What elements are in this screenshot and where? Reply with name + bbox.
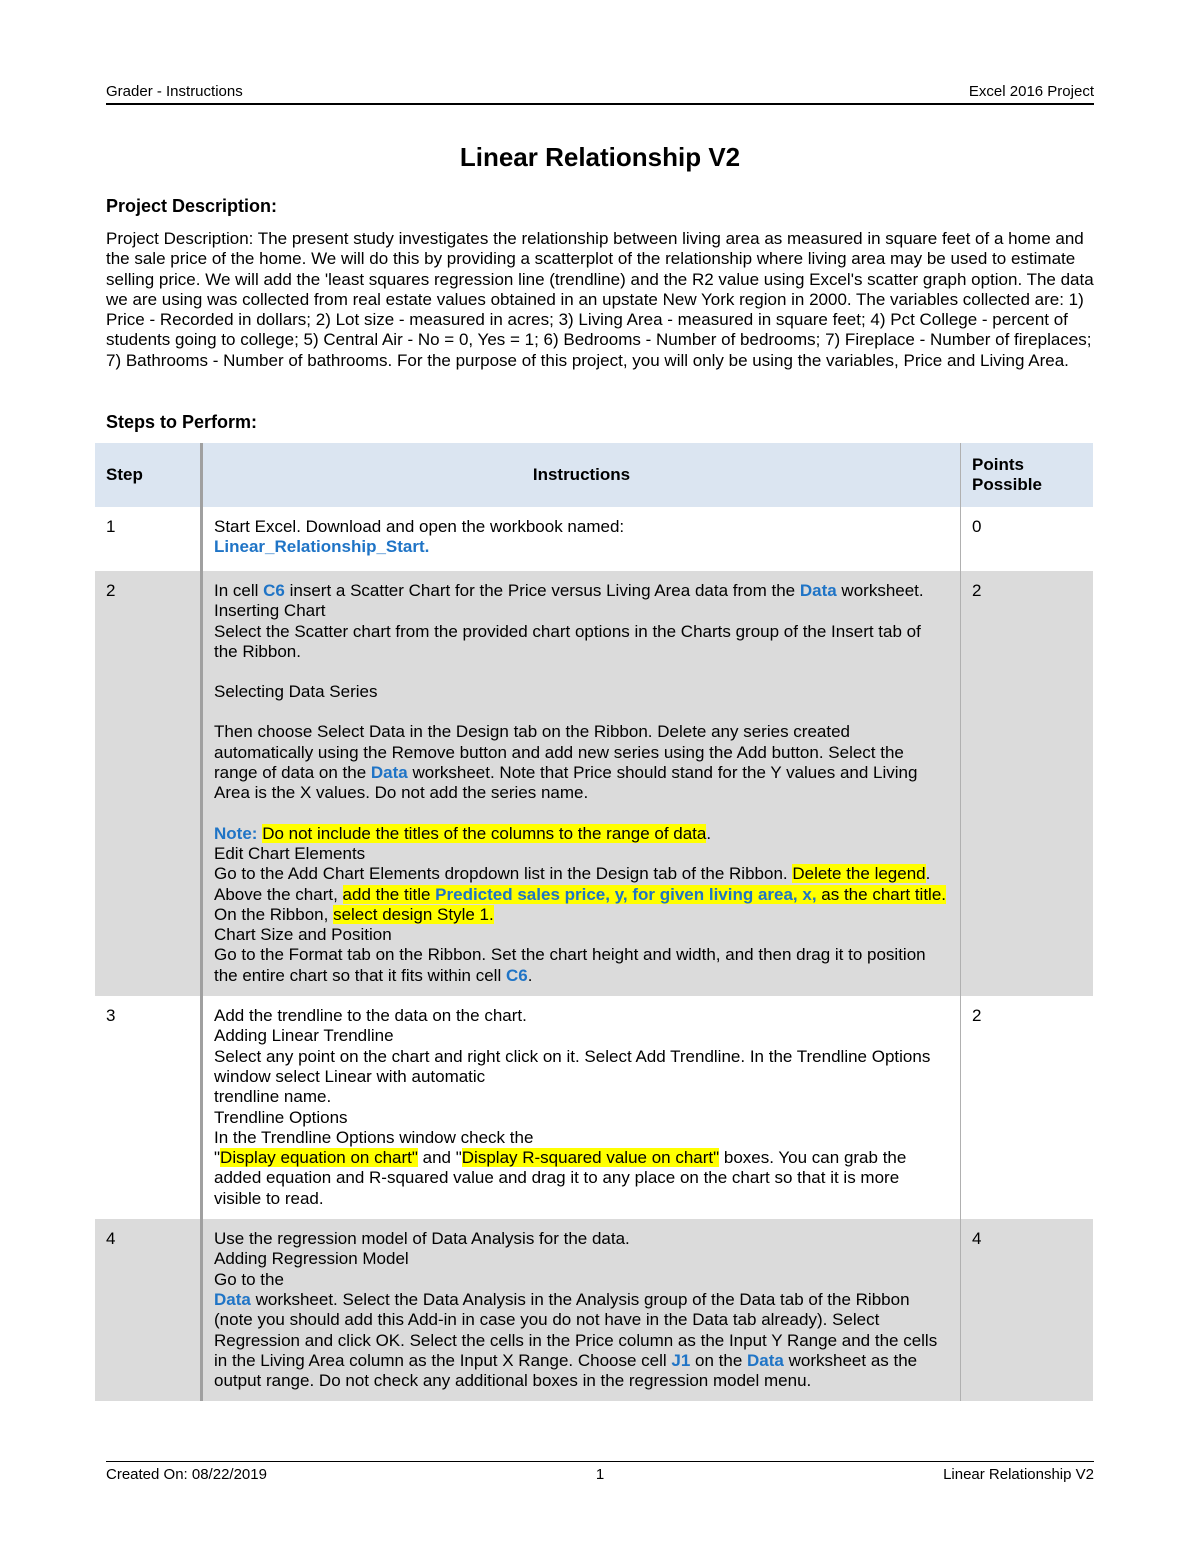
worksheet-ref: Data <box>370 763 408 783</box>
worksheet-ref: Data <box>747 1350 784 1370</box>
step-instructions <box>202 507 961 571</box>
cell-ref: C6 <box>505 965 528 985</box>
header-right: Excel 2016 Project <box>968 83 1094 100</box>
cell-ref: C6 <box>263 581 285 600</box>
instruction-line: Inserting Chart <box>214 601 326 621</box>
instruction-line <box>214 1290 949 1391</box>
text: worksheet. Select the Data Analysis in the Analysis group of the Data tab of the Ribbon (note you should add this Add-in in case you do not have in the Data tab already). Select Regression and click OK. Select the cells in the Price column as the Input Y Range and the cells in the Living Area column as the Input X Range. Choose cell <box>214 1289 938 1370</box>
instruction-line <box>214 864 949 925</box>
instruction-line <box>214 722 949 803</box>
worksheet-ref: Data <box>214 1289 251 1309</box>
worksheet-ref: Data <box>799 581 837 600</box>
table-header-row <box>95 443 1093 507</box>
highlight: select design Style 1. <box>333 904 494 924</box>
text: . Above the chart, <box>214 864 931 904</box>
highlight: as the chart title. <box>816 884 947 904</box>
text: . <box>706 823 712 843</box>
text: boxes. You can grab the added equation and R-squared value and drag it to any place on the chart so that it is more visible to read. <box>214 1148 907 1208</box>
text: worksheet. Note that Price should stand for the Y values and Living Area is the X values. Do not add the series name. <box>214 763 918 803</box>
instruction-line: In the Trendline Options window check the <box>214 1127 534 1147</box>
step-instructions <box>202 571 961 996</box>
table-row <box>95 1219 1093 1401</box>
step-number: 4 <box>95 1219 202 1401</box>
instruction-line: Use the regression model of Data Analysis for the data. <box>214 1229 630 1249</box>
highlight: Display R-squared value on chart" <box>461 1148 720 1168</box>
step-points: 2 <box>961 571 1094 996</box>
table-row <box>95 507 1093 571</box>
step-instructions <box>202 996 961 1219</box>
note-line <box>214 824 949 844</box>
instruction-line: Selecting Data Series <box>214 682 378 702</box>
step-number: 3 <box>95 996 202 1219</box>
page-number: 1 <box>595 1466 605 1483</box>
instruction-line: Select any point on the chart and right click on it. Select Add Trendline. In the Trendline Options window select Linear with automatic <box>214 1046 931 1086</box>
text: and " <box>417 1148 462 1168</box>
page-header <box>106 83 1094 105</box>
instruction-line: Start Excel. Download and open the workbook named: <box>214 517 625 536</box>
header-step: Step <box>95 443 202 507</box>
chart-title-ref: Predicted sales price, y, for given living area, x, <box>435 884 817 904</box>
highlight: Delete the legend <box>792 864 926 884</box>
instruction-line: Edit Chart Elements <box>214 843 366 863</box>
text: On the Ribbon, <box>214 904 334 924</box>
footer-right: Linear Relationship V2 <box>943 1466 1094 1483</box>
header-left: Grader - Instructions <box>106 83 243 100</box>
file-name: Linear_Relationship_Start. <box>214 537 430 557</box>
footer-left: Created On: 08/22/2019 <box>106 1466 267 1483</box>
instruction-line: Add the trendline to the data on the chart. <box>214 1006 527 1026</box>
text: In cell <box>214 581 264 600</box>
table-row <box>95 571 1093 996</box>
highlight: Display equation on chart" <box>220 1148 418 1168</box>
instruction-line: Chart Size and Position <box>214 925 392 945</box>
text: worksheet as the output range. Do not check any additional boxes in the regression model menu. <box>214 1350 918 1391</box>
highlight: Do not include the titles of the columns to the range of data <box>262 823 707 843</box>
step-points: 0 <box>972 517 982 536</box>
highlight: add the title <box>342 884 436 904</box>
text: Then choose Select Data in the Design tab on the Ribbon. Delete any series created automatically using the Remove button and add new series using the Add button. Select the range of data on the <box>214 722 904 783</box>
table-row <box>95 996 1093 1219</box>
description-heading: Project Description: <box>106 196 278 216</box>
instruction-line: trendline name. <box>214 1087 332 1107</box>
instruction-line <box>214 1148 949 1209</box>
instruction-line: Go to the <box>214 1269 284 1289</box>
step-instructions <box>202 1219 961 1401</box>
instruction-line: Adding Linear Trendline <box>214 1026 394 1046</box>
step-number: 2 <box>95 571 202 996</box>
text: on the <box>690 1350 748 1370</box>
instruction-line: Trendline Options <box>214 1107 348 1127</box>
description-text: Project Description: The present study investigates the relationship between living area as measured in square feet of a home and the sale price of the home. We will do this by providing a scatterplot of the relationship where living area may be used to estimate selling price. We will add the 'least squares regression line (trendline) and the R2 value using Excel's scatter graph option. The data we are using was collected from real estate values obtained in an upstate New York region in 2000. The variables collected are: 1) Price - Recorded in dollars; 2) Lot size - measured in acres; 3) Living Area - measured in square feet; 4) Pct College - percent of students going to college; 5) Central Air - No = 0, Yes = 1; 6) Bedrooms - Number of bedrooms; 7) Fireplace - Number of fireplaces; 7) Bathrooms - Number of bathrooms. For the purpose of this project, you will only be using the variables, Price and Living Area. <box>106 229 1094 370</box>
instruction-line: Adding Regression Model <box>214 1249 409 1269</box>
text: . <box>527 965 533 985</box>
step-number: 1 <box>95 507 202 571</box>
header-points: Points Possible <box>961 443 1094 507</box>
instruction-line: Select the Scatter chart from the provided chart options in the Charts group of the Insert tab of the Ribbon. <box>214 621 921 661</box>
note-label: Note: <box>214 823 258 843</box>
steps-heading: Steps to Perform: <box>106 412 258 432</box>
step-points: 4 <box>961 1219 1094 1401</box>
text: insert a Scatter Chart for the Price versus Living Area data from the <box>284 581 800 600</box>
step-points: 2 <box>972 1006 982 1026</box>
steps-table <box>95 443 1093 1401</box>
header-instructions: Instructions <box>202 443 961 507</box>
text: Go to the Add Chart Elements dropdown list in the Design tab of the Ribbon. <box>214 864 793 884</box>
page-footer <box>106 1461 1094 1483</box>
page-title: Linear Relationship V2 <box>459 142 741 172</box>
text: worksheet. <box>836 581 924 600</box>
instruction-line <box>214 581 949 601</box>
text: Go to the Format tab on the Ribbon. Set the chart height and width, and then drag it to position the entire chart so that it fits within cell <box>214 945 926 985</box>
text: " <box>214 1148 221 1168</box>
cell-ref: J1 <box>671 1350 691 1370</box>
instruction-line <box>214 945 949 986</box>
